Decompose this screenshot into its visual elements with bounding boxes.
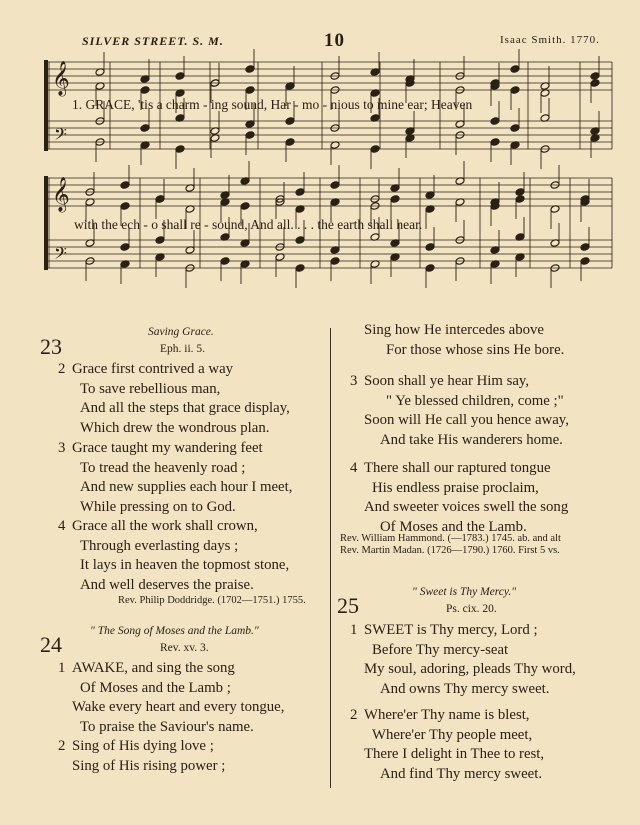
note — [140, 124, 150, 133]
treble-clef: 𝄞 — [52, 61, 70, 96]
hymn-number-23: 23 — [40, 334, 62, 359]
note — [510, 65, 520, 74]
note — [370, 145, 380, 154]
tune-name: SILVER STREET. S. M. — [82, 34, 224, 48]
lyric-line-2: with the ech - o shall re - sound, And all. . . . the earth shall hear. — [74, 217, 423, 232]
bass-clef: 𝄢 — [54, 124, 67, 148]
note — [590, 72, 600, 81]
note — [425, 264, 435, 273]
hymn-number-24: 24 — [40, 632, 62, 657]
hymn-24-verse-4: 4 There shall our raptured tongue His endless praise proclaim, And sweeter voices swell the song Of Moses and the Lamb. — [350, 460, 569, 535]
note — [580, 243, 590, 252]
treble-clef: 𝄞 — [52, 177, 70, 212]
hymn-23-subtitle: Saving Grace. — [148, 326, 214, 338]
note — [245, 65, 255, 74]
hymn-24-verse-3: 3 Soon shall ye hear Him say, " Ye blessed children, come ;" Soon will He call you hence away, And take His wanderers home. — [350, 373, 569, 448]
hymn-25-reference: Ps. cix. 20. — [446, 603, 497, 615]
hymn-24-verse-2: 2 Sing of His dying love ; Sing of His rising power ; — [58, 738, 226, 774]
system-bracket — [44, 176, 48, 270]
hymn-number-25: 25 — [337, 593, 359, 618]
hymn-23-credit: Rev. Philip Doddridge. (1702—1751.) 1755. — [118, 595, 306, 606]
note — [155, 236, 165, 245]
note — [155, 195, 165, 204]
lyric-line-1: 1. GRACE, 'tis a charm - ing sound, Har - mo - nious to mine ear; Heaven — [72, 97, 473, 112]
hymn-24-subtitle: " The Song of Moses and the Lamb." — [90, 625, 259, 637]
note — [245, 86, 255, 95]
note — [515, 188, 525, 197]
note — [220, 257, 230, 266]
hymn-24-verse-2-cont: Sing how He intercedes above For those whose sins He bore. — [364, 322, 565, 358]
bass-clef: 𝄢 — [54, 243, 67, 267]
hymn-23-verse-4: 4 Grace all the work shall crown, Through everlasting days ; It lays in heaven the topmost stone, And well deserves the praise. — [58, 518, 290, 593]
note — [490, 117, 500, 126]
note — [590, 79, 600, 88]
hymn-25-verse-2: 2 Where'er Thy name is blest, Where'er Thy people meet, There I delight in Thee to rest, And find Thy mercy sweet. — [350, 707, 545, 782]
note — [175, 145, 185, 154]
hymn-25-verse-1: 1 SWEET is Thy mercy, Lord ; Before Thy mercy-seat My soul, adoring, pleads Thy word, And owns Thy mercy sweet. — [350, 622, 576, 697]
note — [285, 117, 295, 126]
page-number: 10 — [324, 30, 345, 51]
music-score — [0, 0, 640, 320]
note — [295, 236, 305, 245]
note — [515, 195, 525, 204]
system-bracket — [44, 60, 48, 151]
note — [245, 131, 255, 140]
note — [425, 243, 435, 252]
column-divider — [330, 328, 331, 788]
note — [390, 195, 400, 204]
hymn-24-credit-1: Rev. William Hammond. (—1783.) 1745. ab. and alt — [340, 533, 561, 544]
note — [510, 86, 520, 95]
hymn-23-verse-2: 2 Grace first contrived a way To save rebellious man, And all the steps that grace display, Which drew the wondrous plan. — [58, 361, 290, 436]
composer-credit: Isaac Smith. 1770. — [500, 34, 600, 46]
hymn-24-credit-2: Rev. Martin Madan. (1726—1790.) 1760. First 5 vs. — [340, 545, 560, 556]
note — [120, 202, 130, 211]
note — [295, 188, 305, 197]
note — [295, 264, 305, 273]
hymn-24-reference: Rev. xv. 3. — [160, 642, 209, 654]
note — [140, 86, 150, 95]
note — [490, 138, 500, 147]
hymn-23-verse-3: 3 Grace taught my wandering feet To tread the heavenly road ; And new supplies each hour I meet, While pressing on to God. — [58, 440, 293, 515]
note — [285, 138, 295, 147]
hymn-24-verse-1: 1 AWAKE, and sing the song Of Moses and the Lamb ; Wake every heart and every tongue, To praise the Saviour's name. — [58, 660, 285, 735]
note — [175, 72, 185, 81]
note — [330, 181, 340, 190]
note — [510, 124, 520, 133]
note — [580, 257, 590, 266]
note — [120, 181, 130, 190]
hymn-23-reference: Eph. ii. 5. — [160, 343, 206, 355]
note — [120, 243, 130, 252]
note — [240, 202, 250, 211]
note — [330, 257, 340, 266]
hymn-25-subtitle: " Sweet is Thy Mercy." — [412, 586, 517, 598]
